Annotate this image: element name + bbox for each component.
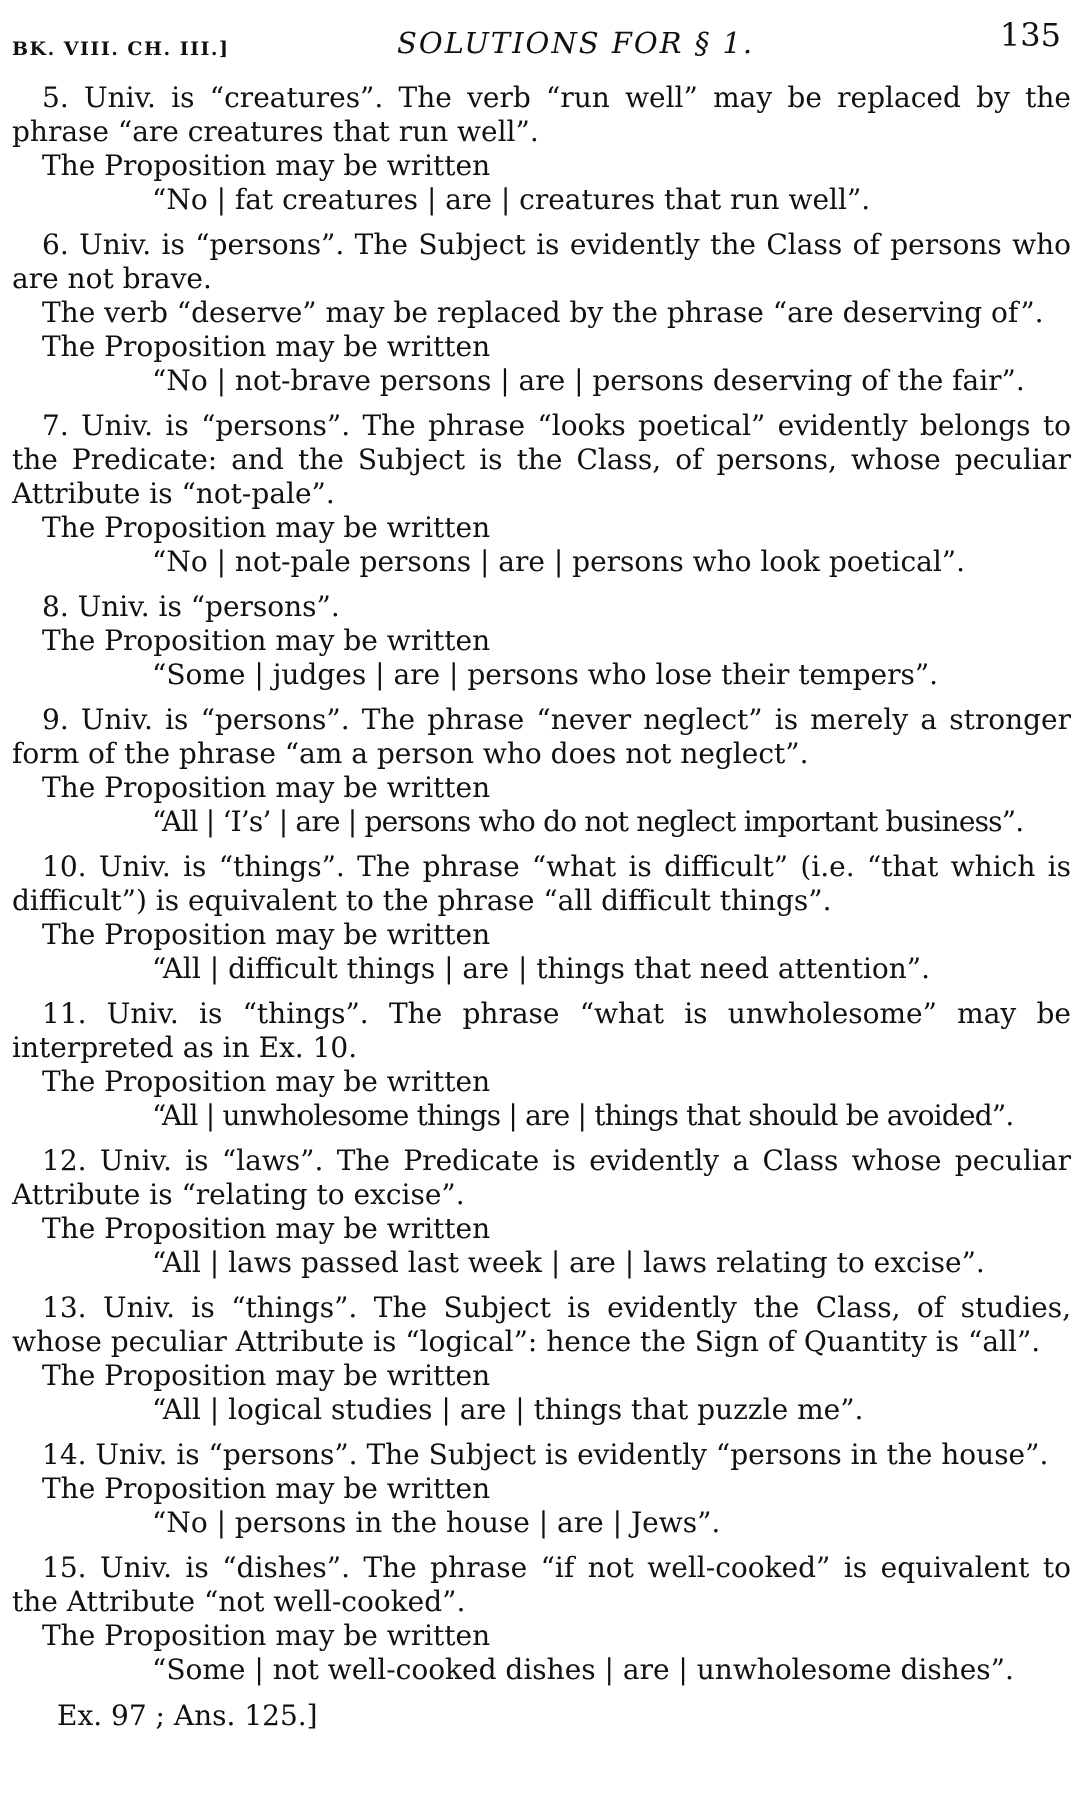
cross-reference-footer: Ex. 97 ; Ans. 125.]: [57, 1699, 318, 1732]
solution-9: [12, 703, 1071, 839]
proposition-intro: The Proposition may be written: [42, 1065, 491, 1098]
solution-text: 8. Univ. is “persons”.: [42, 590, 340, 623]
solution-8: [12, 590, 1071, 692]
solution-12: [12, 1144, 1071, 1280]
proposition-intro: The Proposition may be written: [42, 1472, 491, 1505]
solution-text: 9. Univ. is “persons”. The phrase “never neglect” is merely a stronger form of the phrase “am a person who does not neglect”.: [12, 703, 1071, 770]
proposition: “No | not-pale persons | are | persons who look poetical”.: [152, 545, 965, 578]
solution-text: 10. Univ. is “things”. The phrase “what is difficult” (i.e. “that which is difficult”) is equivalent to the phrase “all difficult things”.: [12, 850, 1071, 917]
solution-6: [12, 228, 1071, 398]
proposition-intro: The Proposition may be written: [42, 1212, 491, 1245]
proposition: “All | ‘I’s’ | are | persons who do not neglect important business”.: [152, 805, 1024, 838]
solution-text: 14. Univ. is “persons”. The Subject is evidently “persons in the house”.: [42, 1438, 1049, 1471]
proposition: “All | unwholesome things | are | things that should be avoided”.: [152, 1099, 1014, 1132]
solution-text: 13. Univ. is “things”. The Subject is evidently the Class, of studies, whose peculiar Attribute is “logical”: hence the Sign of Quantity is “all”.: [12, 1291, 1071, 1358]
solution-note: The verb “deserve” may be replaced by the phrase “are deserving of”.: [42, 296, 1044, 329]
solution-text: 5. Univ. is “creatures”. The verb “run well” may be replaced by the phrase “are creatures that run well”.: [12, 81, 1071, 148]
proposition-intro: The Proposition may be written: [42, 149, 491, 182]
chapter-reference: BK. VIII. CH. III.]: [12, 38, 230, 60]
proposition: “All | logical studies | are | things that puzzle me”.: [152, 1393, 864, 1426]
solution-11: [12, 997, 1071, 1133]
proposition-intro: The Proposition may be written: [42, 511, 491, 544]
solution-text: 15. Univ. is “dishes”. The phrase “if not well-cooked” is equivalent to the Attribute “not well-cooked”.: [12, 1551, 1071, 1618]
solution-14: [12, 1438, 1071, 1540]
solution-5: [12, 81, 1071, 217]
proposition: “Some | not well-cooked dishes | are | unwholesome dishes”.: [152, 1653, 1014, 1686]
proposition-intro: The Proposition may be written: [42, 624, 491, 657]
solution-7: [12, 409, 1071, 579]
proposition: “All | laws passed last week | are | laws relating to excise”.: [152, 1246, 985, 1279]
solution-text: 12. Univ. is “laws”. The Predicate is evidently a Class whose peculiar Attribute is “relating to excise”.: [12, 1144, 1071, 1211]
solution-10: [12, 850, 1071, 986]
solution-13: [12, 1291, 1071, 1427]
solution-text: 7. Univ. is “persons”. The phrase “looks poetical” evidently belongs to the Predicate: and the Subject is the Class, of persons, whose peculiar Attribute is “not-pale”.: [12, 409, 1071, 510]
solution-text: 6. Univ. is “persons”. The Subject is evidently the Class of persons who are not brave.: [12, 228, 1071, 295]
proposition-intro: The Proposition may be written: [42, 1619, 491, 1652]
solution-text: 11. Univ. is “things”. The phrase “what is unwholesome” may be interpreted as in Ex. 10.: [12, 997, 1071, 1064]
proposition-intro: The Proposition may be written: [42, 1359, 491, 1392]
proposition: “No | not-brave persons | are | persons deserving of the fair”.: [152, 364, 1025, 397]
proposition: “All | difficult things | are | things that need attention”.: [152, 952, 931, 985]
proposition-intro: The Proposition may be written: [42, 918, 491, 951]
proposition-intro: The Proposition may be written: [42, 771, 491, 804]
proposition: “No | persons in the house | are | Jews”.: [152, 1506, 721, 1539]
running-header: [12, 18, 1071, 70]
proposition: “No | fat creatures | are | creatures that run well”.: [152, 183, 871, 216]
page-heading: SOLUTIONS FOR § 1.: [397, 26, 755, 60]
solution-15: [12, 1551, 1071, 1687]
proposition-intro: The Proposition may be written: [42, 330, 491, 363]
page-number: 135: [999, 16, 1061, 54]
proposition: “Some | judges | are | persons who lose their tempers”.: [152, 658, 939, 691]
